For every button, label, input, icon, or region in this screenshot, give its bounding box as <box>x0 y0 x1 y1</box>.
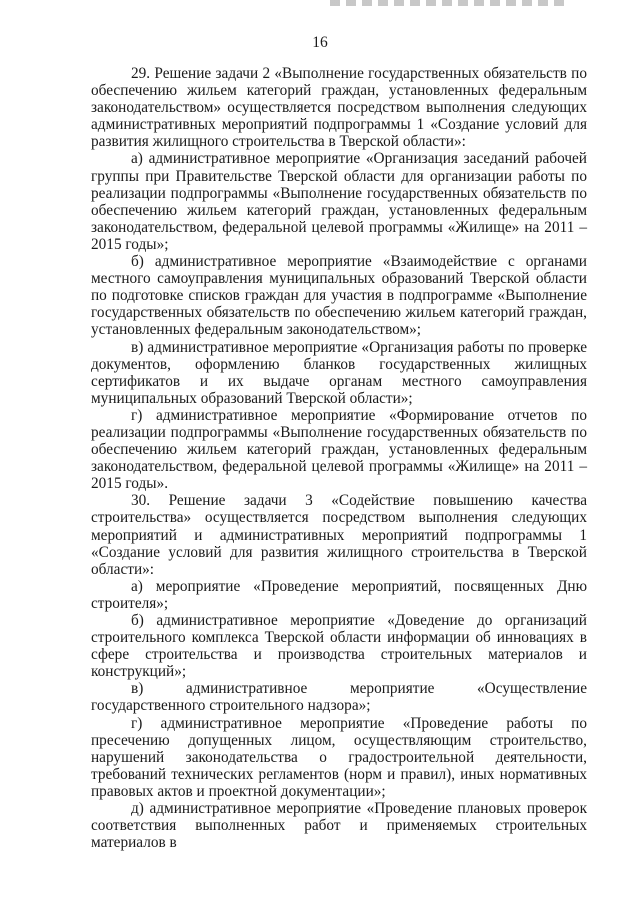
list-item-30-g: г) административное мероприятие «Проведение работы по пресечению допущенных лицом, осуществляющим строительство, нарушений законодательства о градостроительной деятельности, требований технических регламентов (норм и правил), иных нормативных правовых актов и проектной документации»; <box>91 714 587 800</box>
list-item-29-v: в) административное мероприятие «Организация работы по проверке документов, оформлению бланков государственных жилищных сертификатов и их выдаче органам местного самоуправления муниципальных образований Тверской области»; <box>91 338 587 407</box>
list-item-30-b: б) административное мероприятие «Доведение до организаций строительного комплекса Тверской области информации об инновациях в сфере строительства и производства строительных материалов и конструкций»; <box>91 612 587 681</box>
list-item-30-a: а) мероприятие «Проведение мероприятий, посвященных Дню строителя»; <box>91 577 587 612</box>
list-item-29-g: г) административное мероприятие «Формирование отчетов по реализации подпрограммы «Выполнение государственных обязательств по обеспечению жильем категорий граждан, установленных федеральным законодательством, федеральной целевой программы «Жилище» на 2011 – 2015 годы». <box>91 406 587 493</box>
paragraph-30: 30. Решение задачи 3 «Содействие повышению качества строительства» осуществляется посредством выполнения следующих мероприятий и административных мероприятий подпрограммы 1 «Создание условий для развития жилищного строительства в Тверской области»: <box>91 492 587 578</box>
page-number: 16 <box>312 34 328 51</box>
list-item-29-b: б) административное мероприятие «Взаимодействие с органами местного самоуправления муниципальных образований Тверской области по подготовке списков граждан для участия в подпрограмме «Выполнение государственных обязательств по обеспечению жильем категорий граждан, установленных федеральным законодательством»; <box>91 253 587 339</box>
paragraph-29: 29. Решение задачи 2 «Выполнение государственных обязательств по обеспечению жильем категорий граждан, установленных федеральным законодательством» осуществляется посредством выполнения следующих административных мероприятий подпрограммы 1 «Создание условий для развития жилищного строительства в Тверской области»: <box>91 65 587 151</box>
list-item-29-a: а) административное мероприятие «Организация заседаний рабочей группы при Правительстве Тверской области для организации работы по реализации подпрограммы «Выполнение государственных обязательств по обеспечению жильем категорий граждан, установленных федеральным законодательством, федеральной целевой программы «Жилище» на 2011 – 2015 годы»; <box>91 150 587 253</box>
list-item-30-d: д) административное мероприятие «Проведение плановых проверок соответствия выполненных работ и применяемых строительных материалов в <box>91 800 587 852</box>
list-item-30-v: в) административное мероприятие «Осуществление государственного строительного надзора»; <box>91 680 587 715</box>
scan-artifact <box>330 0 570 6</box>
document-body <box>91 65 587 851</box>
